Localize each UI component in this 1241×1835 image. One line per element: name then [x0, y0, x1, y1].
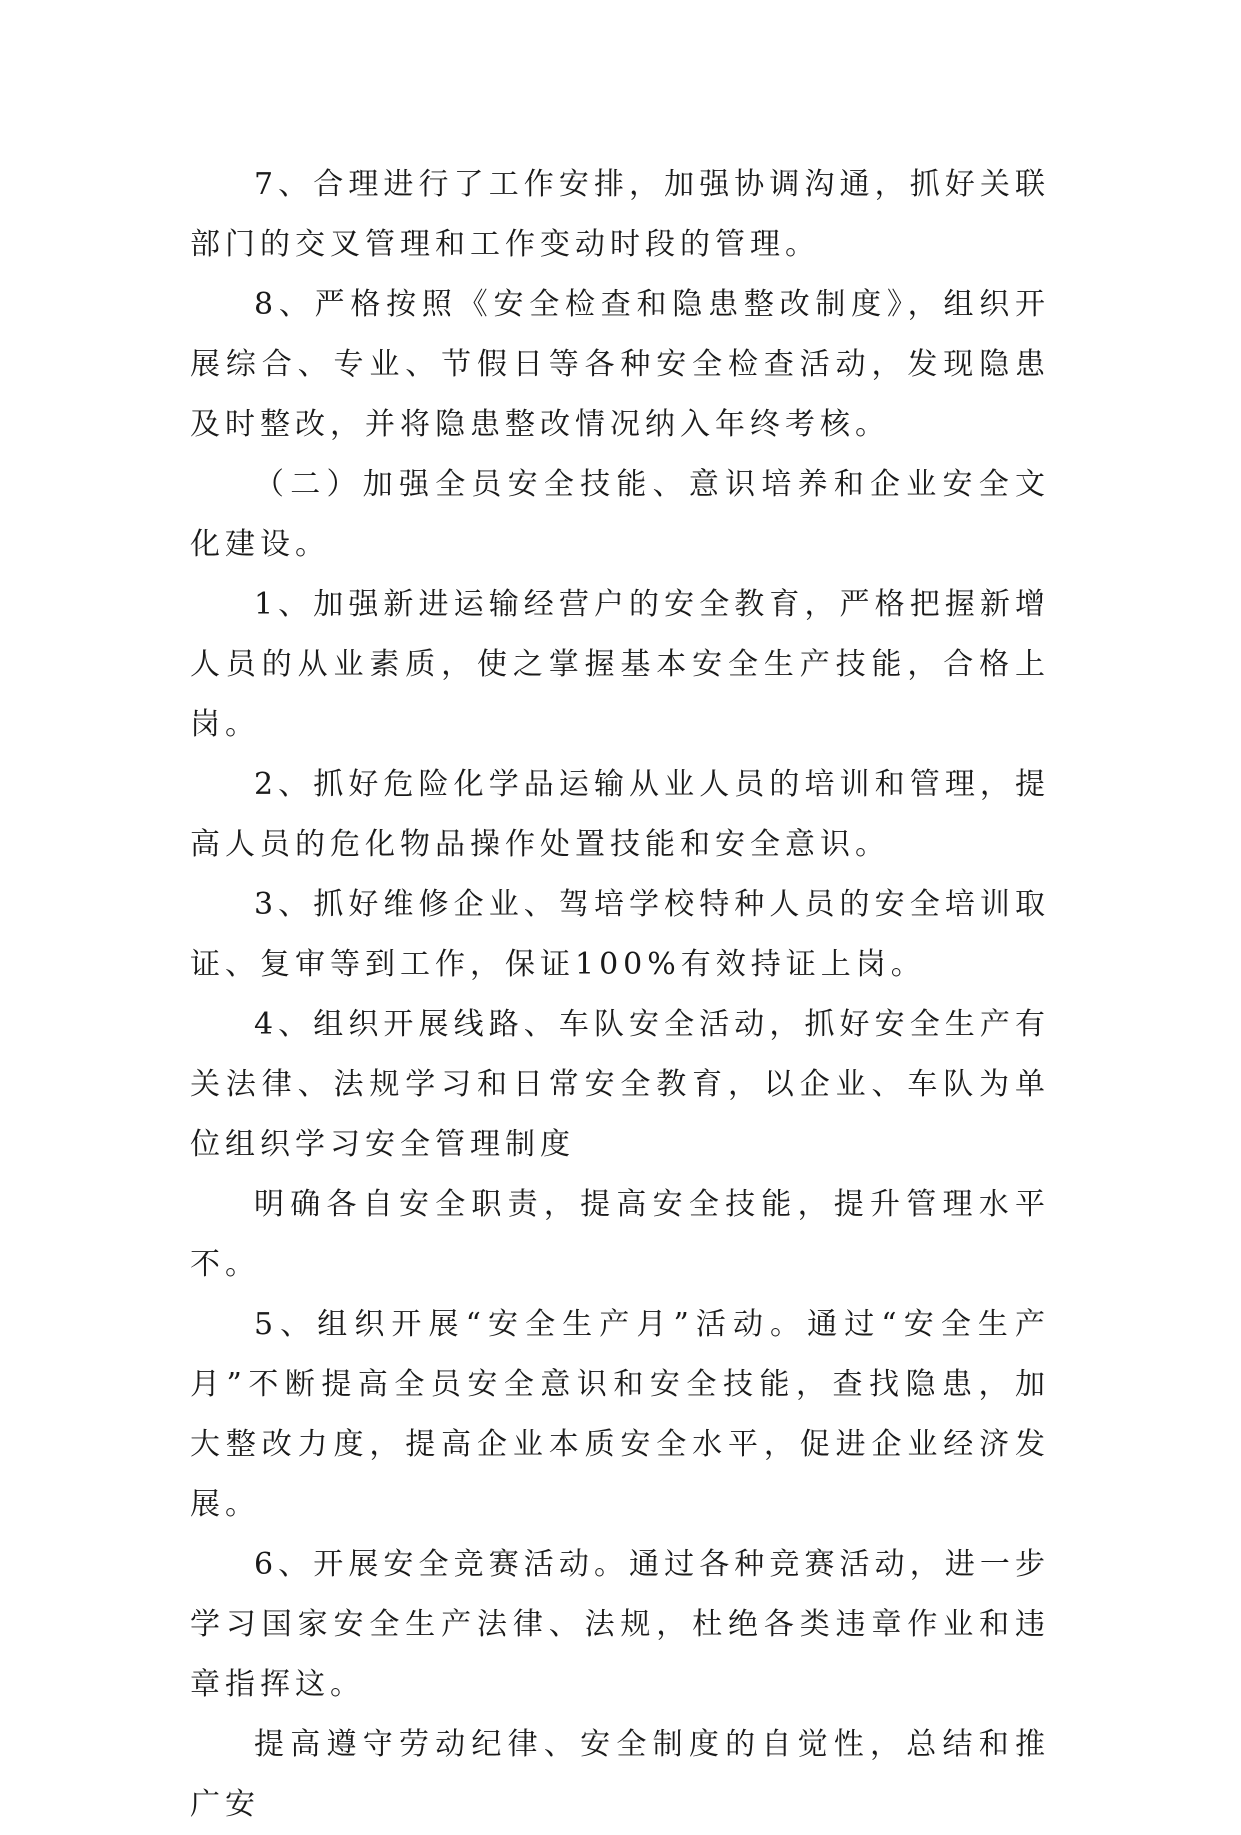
document-body	[190, 155, 1050, 1835]
section-heading-2: （二）加强全员安全技能、意识培养和企业安全文化建设。	[190, 467, 1050, 562]
paragraph-continuation-4: 明确各自安全职责，提高安全技能，提升管理水平不。	[190, 1187, 1050, 1282]
paragraph-item-1: 1、加强新进运输经营户的安全教育，严格把握新增人员的从业素质，使之掌握基本安全生产技能，合格上岗。	[190, 587, 1050, 742]
paragraph-item-6: 6、开展安全竞赛活动。通过各种竞赛活动，进一步学习国家安全生产法律、法规，杜绝各类违章作业和违章指挥这。	[190, 1547, 1050, 1702]
paragraph-item-8: 8、严格按照《安全检查和隐患整改制度》，组织开展综合、专业、节假日等各种安全检查活动，发现隐患及时整改，并将隐患整改情况纳入年终考核。	[190, 287, 1050, 442]
paragraph-item-5: 5、组织开展“安全生产月”活动。通过“安全生产月”不断提高全员安全意识和安全技能，查找隐患，加大整改力度，提高企业本质安全水平，促进企业经济发展。	[190, 1307, 1050, 1522]
paragraph-item-2: 2、抓好危险化学品运输从业人员的培训和管理，提高人员的危化物品操作处置技能和安全意识。	[190, 767, 1050, 862]
paragraph-item-4: 4、组织开展线路、车队安全活动，抓好安全生产有关法律、法规学习和日常安全教育，以企业、车队为单位组织学习安全管理制度	[190, 1007, 1050, 1162]
paragraph-item-7: 7、合理进行了工作安排，加强协调沟通，抓好关联部门的交叉管理和工作变动时段的管理。	[190, 167, 1050, 262]
paragraph-continuation-6: 提高遵守劳动纪律、安全制度的自觉性，总结和推广安	[190, 1727, 1050, 1822]
paragraph-item-3: 3、抓好维修企业、驾培学校特种人员的安全培训取证、复审等到工作，保证100%有效持证上岗。	[190, 887, 1050, 982]
